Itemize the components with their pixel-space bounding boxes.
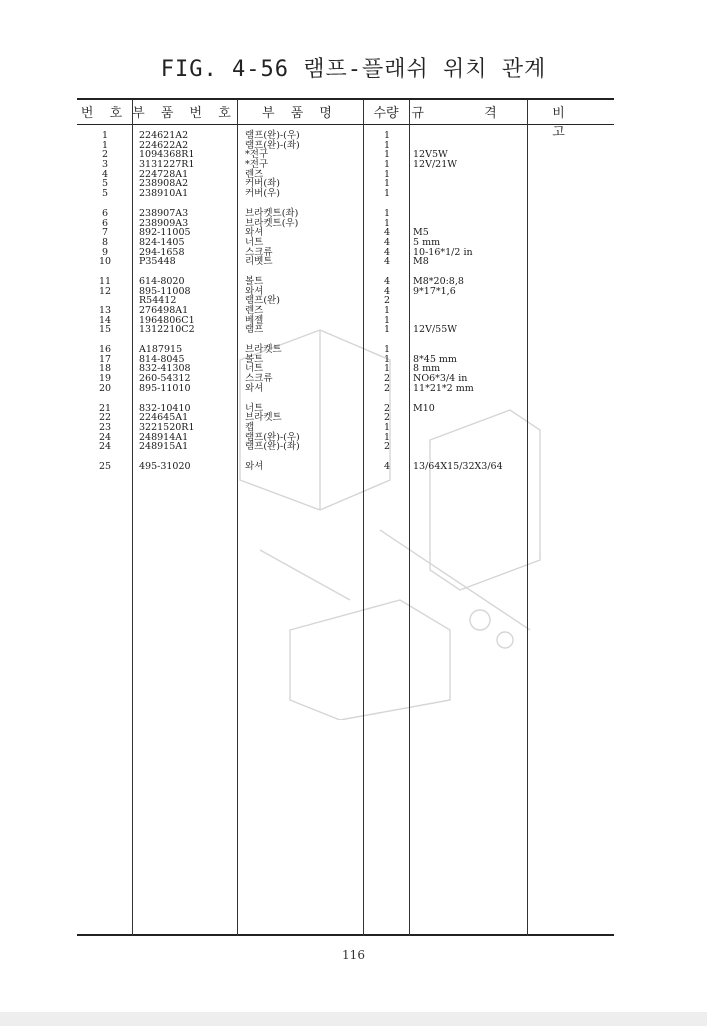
part-number: 224622A2 [139,139,189,151]
figure-title: FIG. 4-56 램프-플래쉬 위치 관계 [160,57,547,82]
row-number: 16 [98,344,112,356]
part-number: 1312210C2 [139,324,195,336]
row-number: 24 [98,441,112,453]
row-number: 4 [101,168,109,180]
table-row [0,384,707,394]
row-number: 25 [98,460,112,472]
part-number: 248915A1 [139,441,189,453]
part-number: 824-1405 [139,236,185,248]
part-name: 와셔 [245,382,264,394]
specification: 8*45 mm [413,353,457,365]
row-number: 23 [98,421,112,433]
quantity: 1 [383,217,391,229]
row-number: 1 [101,130,109,141]
page-edge [0,1012,707,1026]
part-number: 294-1658 [139,246,185,258]
quantity: 4 [383,460,391,472]
part-name: 볼트 [245,275,264,287]
part-number: 238910A1 [139,188,189,200]
part-name: 브라켓트(우) [245,217,299,229]
row-number: 12 [98,285,112,297]
part-name: 램프(완)-(우) [245,130,300,141]
quantity: 2 [383,412,391,424]
part-number: 260-54312 [139,373,191,385]
header-no: 번 호 [80,106,129,121]
part-number: R54412 [139,295,177,307]
part-number: 832-10410 [139,402,191,414]
part-name: 브라켓트 [245,344,282,356]
row-number: 6 [101,207,109,219]
quantity: 1 [383,149,391,161]
quantity: 1 [383,159,391,171]
header-qty: 수량 [373,106,399,121]
quantity: 2 [383,373,391,385]
row-number: 14 [98,314,112,326]
part-name: 너트 [245,402,264,414]
quantity: 1 [383,178,391,190]
part-name: 램프(완)-(우) [245,431,300,443]
specification: 10-16*1/2 in [413,246,473,258]
part-number: 814-8045 [139,353,185,365]
part-name: *전구 [245,149,269,161]
part-name: 렌즈 [245,305,264,316]
quantity: 4 [383,246,391,258]
part-number: 495-31020 [139,460,191,472]
part-number: 3221520R1 [139,421,195,433]
table-top-rule [77,98,614,100]
quantity: 1 [383,324,391,336]
part-number: 895-11010 [139,382,191,394]
header-remark: 비 고 [552,106,589,140]
specification: 13/64X15/32X3/64 [413,460,503,472]
part-number: 614-8020 [139,275,185,287]
specification: 9*17*1,6 [413,285,456,297]
row-number: 21 [98,402,112,414]
part-name: 너트 [245,363,264,375]
quantity: 2 [383,382,391,394]
part-name: 와셔 [245,460,264,472]
quantity: 1 [383,130,391,141]
part-name: 커버(좌) [245,178,280,190]
part-name: 스크류 [245,373,273,385]
part-number: 224645A1 [139,412,189,424]
quantity: 4 [383,256,391,268]
row-number: 13 [98,305,112,316]
header-spec: 규 격 [411,106,525,121]
quantity: 2 [383,402,391,414]
specification: 12V5W [413,149,448,161]
part-name: 램프 [245,324,264,336]
part-name: 램프(완)-(좌) [245,139,300,151]
part-name: 와셔 [245,227,264,239]
row-number: 1 [101,139,109,151]
quantity: 4 [383,275,391,287]
quantity: 1 [383,431,391,443]
quantity: 1 [383,363,391,375]
quantity: 2 [383,295,391,307]
row-number: 20 [98,382,112,394]
header-part-name: 부 품 명 [262,106,338,121]
specification: 8 mm [413,363,441,375]
row-number: 8 [101,236,109,248]
row-number: 22 [98,412,112,424]
row-number: 5 [101,178,109,190]
part-name: 볼트 [245,353,264,365]
row-number: 17 [98,353,112,365]
part-name: 너트 [245,236,264,248]
part-number: P35448 [139,256,176,268]
row-number: 3 [101,159,109,171]
row-number: 5 [101,188,109,200]
part-name: 커버(우) [245,188,280,200]
quantity: 4 [383,236,391,248]
specification: M8 [413,256,429,268]
part-number: 895-11008 [139,285,191,297]
header-bottom-rule [77,124,614,125]
part-number: 276498A1 [139,305,189,316]
part-number: A187915 [139,344,183,356]
part-name: 브라켓트 [245,412,282,424]
quantity: 1 [383,305,391,316]
quantity: 1 [383,168,391,180]
specification: NO6*3/4 in [413,373,468,385]
part-number: 238909A3 [139,217,189,229]
table-row [0,287,707,297]
row-number: 10 [98,256,112,268]
part-name: 캡 [245,421,255,433]
part-name: 베젤 [245,314,264,326]
part-number: 1094368R1 [139,149,195,161]
part-name: 브라켓트(좌) [245,207,299,219]
specification: M5 [413,227,429,239]
table-row [0,257,707,267]
specification: 11*21*2 mm [413,382,474,394]
table-row [0,189,707,199]
header-part-number: 부 품 번 호 [132,106,237,121]
parts-table-body [0,131,707,472]
part-name: 스크류 [245,246,273,258]
quantity: 2 [383,441,391,453]
specification: M8*20:8,8 [413,275,464,287]
part-name: 램프(완)-(좌) [245,441,300,453]
part-number: 224728A1 [139,168,189,180]
part-number: 1964806C1 [139,314,195,326]
quantity: 1 [383,353,391,365]
quantity: 1 [383,421,391,433]
row-number: 7 [101,227,109,239]
part-number: 224621A2 [139,130,189,141]
row-number: 19 [98,373,112,385]
quantity: 1 [383,207,391,219]
specification: 12V/55W [413,324,458,336]
part-name: 와셔 [245,285,264,297]
part-number: 3131227R1 [139,159,195,171]
row-number: 24 [98,431,112,443]
table-row [0,442,707,452]
specification: 12V/21W [413,159,458,171]
row-number: 6 [101,217,109,229]
quantity: 1 [383,139,391,151]
part-number: 832-41308 [139,363,191,375]
quantity: 1 [383,188,391,200]
row-number: 9 [101,246,109,258]
quantity: 1 [383,314,391,326]
row-number: 2 [101,149,109,161]
row-number: 15 [98,324,112,336]
page-number: 116 [342,948,365,962]
row-number: 11 [98,275,112,287]
table-bottom-rule [77,934,614,936]
table-row [0,325,707,335]
part-number: 238908A2 [139,178,189,190]
row-number: 18 [98,363,112,375]
quantity: 4 [383,285,391,297]
specification: M10 [413,402,435,414]
part-number: 248914A1 [139,431,189,443]
part-name: 렌즈 [245,168,264,180]
specification: 5 mm [413,236,441,248]
part-number: 892-11005 [139,227,191,239]
table-row [0,462,707,472]
part-name: *전구 [245,159,269,171]
part-name: 리벳트 [245,256,273,268]
quantity: 1 [383,344,391,356]
part-name: 램프(완) [245,295,280,307]
quantity: 4 [383,227,391,239]
part-number: 238907A3 [139,207,189,219]
